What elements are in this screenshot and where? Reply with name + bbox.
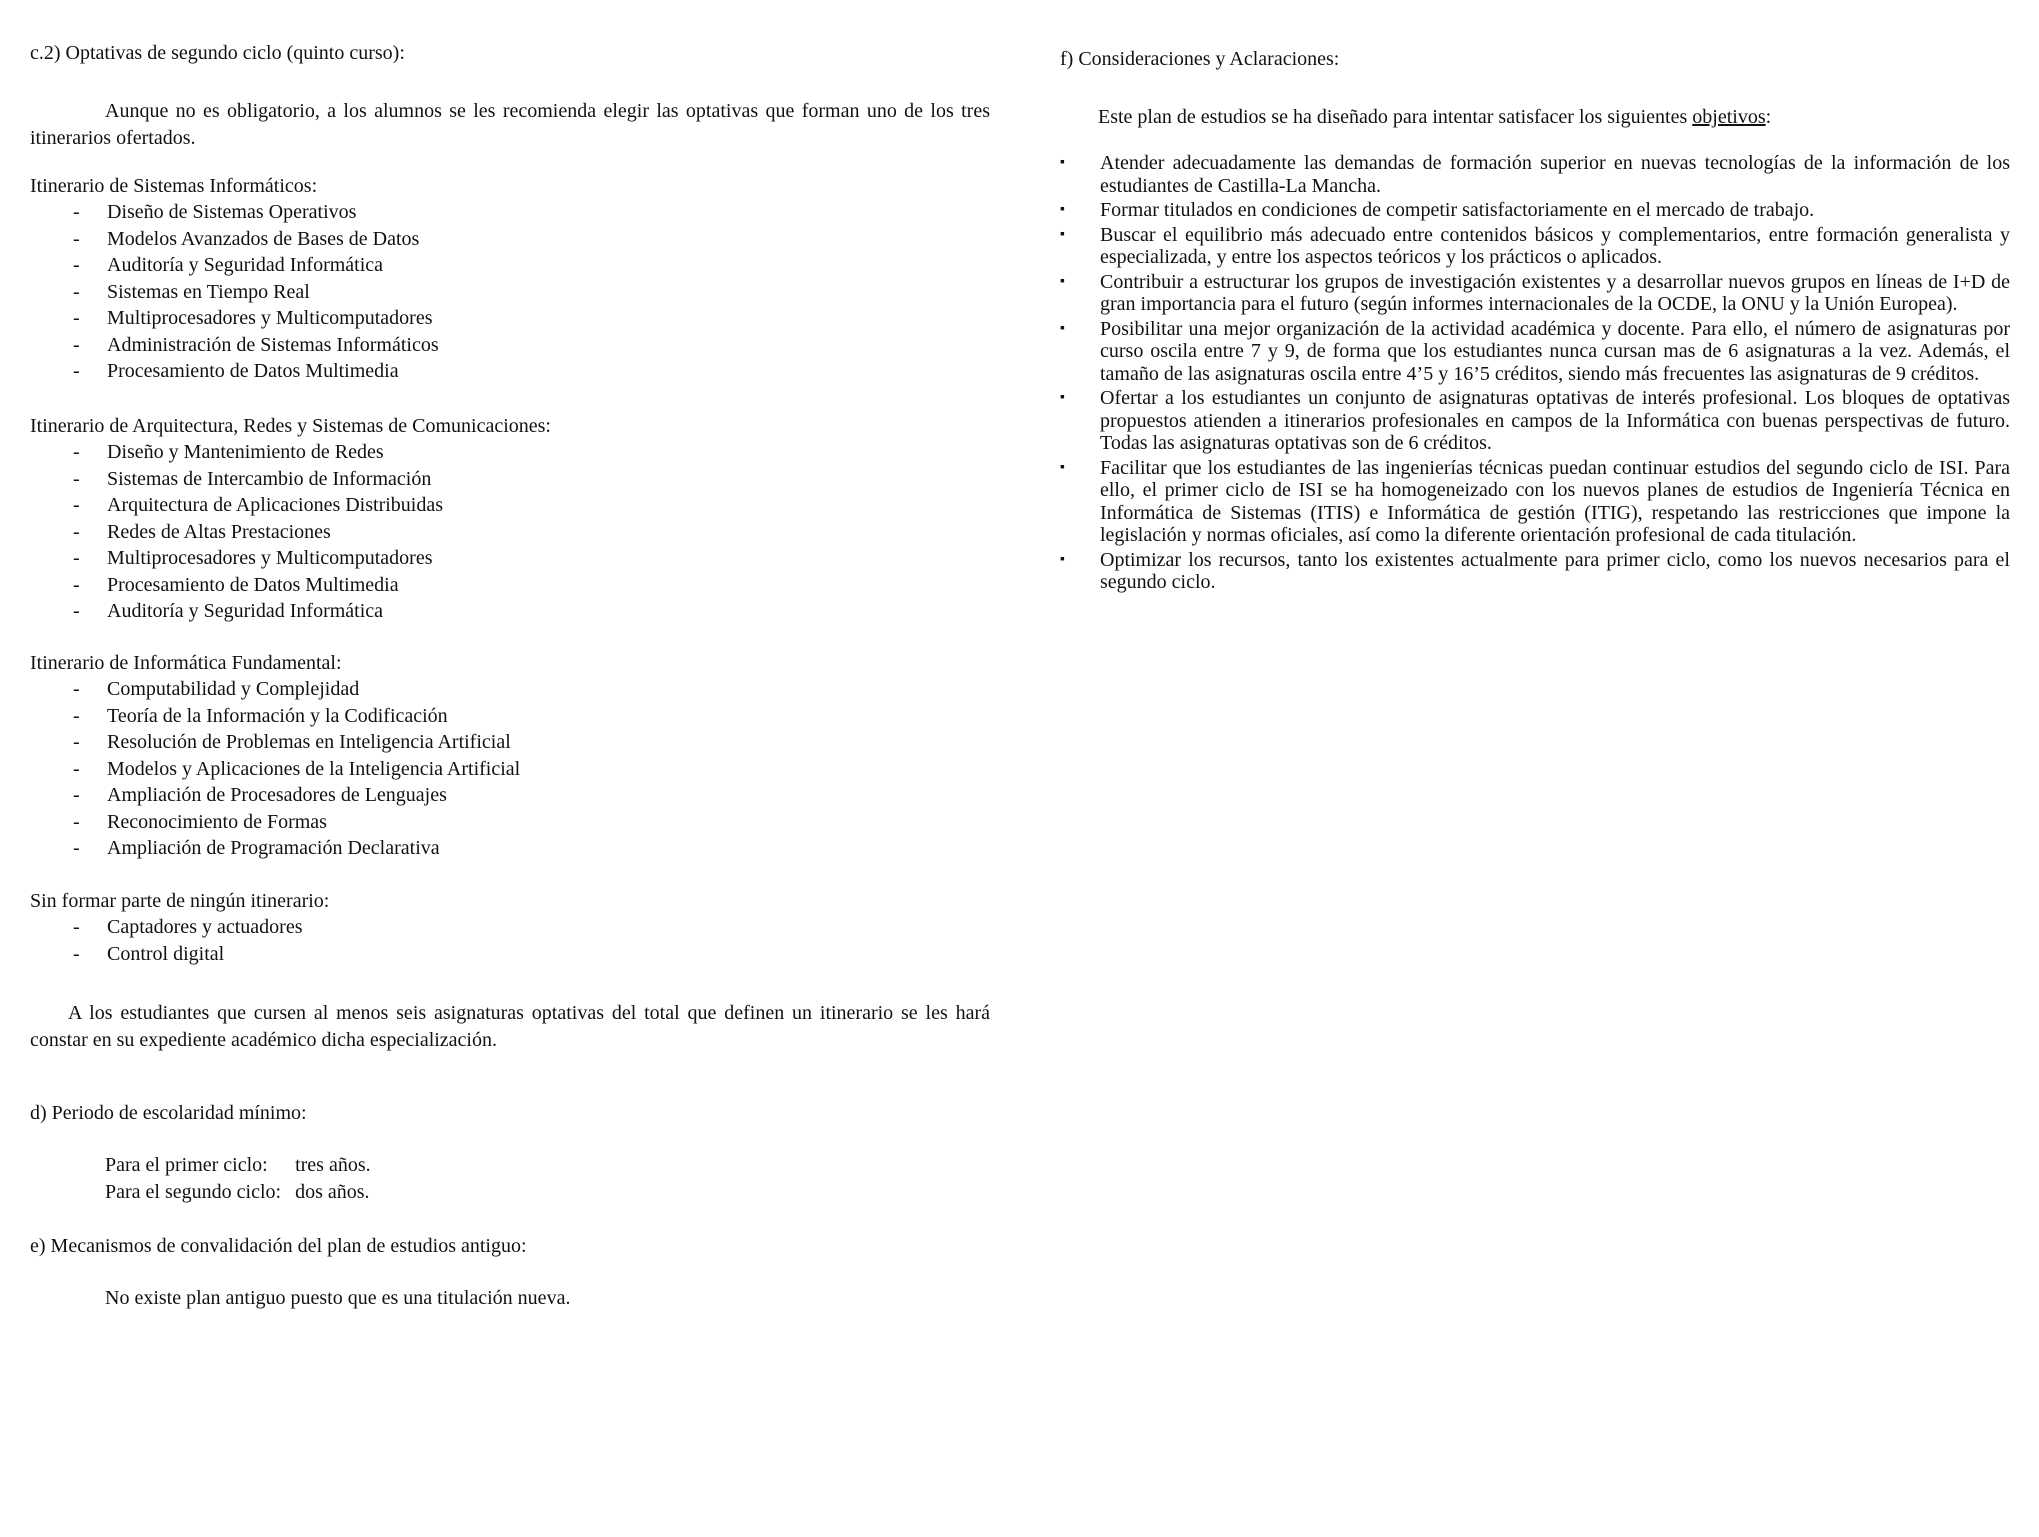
bullet-icon: ▪ xyxy=(1060,320,1065,336)
list-item: - Computabilidad y Complejidad xyxy=(73,678,360,700)
period-value: dos años. xyxy=(295,1180,370,1203)
period-label: Para el primer ciclo: xyxy=(105,1154,268,1176)
list-item: - Procesamiento de Datos Multimedia xyxy=(73,360,399,382)
list-item: - Arquitectura de Aplicaciones Distribuidas xyxy=(73,494,444,516)
bullet-icon: ▪ xyxy=(1060,551,1065,567)
objectives-intro: Este plan de estudios se ha diseñado para intentar satisfacer los siguientes objetivos: xyxy=(1098,106,1772,128)
list-item: - Administración de Sistemas Informáticos xyxy=(73,333,439,356)
itinerary-list xyxy=(30,676,520,862)
specialization-note: A los estudiantes que cursen al menos seis asignaturas optativas del total que definen un itinerario se les hará constar en su expediente académico dicha especialización. xyxy=(30,1002,990,1051)
bullet-icon: ▪ xyxy=(1060,390,1065,405)
list-item: - Control digital xyxy=(73,942,225,965)
list-item: ▪ Facilitar que los estudiantes de las ingenierías técnicas puedan continuar estudios del segundo ciclo de ISI. Para ello, el primer ciclo de ISI se ha homogeneizado con los nuevos planes de estudios de Ingeniería Técnica en Informática de Sistemas (ITIS) e Informática de gestión (ITIG), respetando las restricciones que impone la legislación y normas oficiales, así como la diferente orientación profesional de cada titulación. xyxy=(1060,456,2010,546)
itinerary-title: Itinerario de Sistemas Informáticos: xyxy=(30,175,318,197)
period-value: tres años. xyxy=(295,1154,371,1176)
list-item: - Ampliación de Programación Declarativa xyxy=(73,837,440,859)
list-item: - Sistemas en Tiempo Real xyxy=(73,280,310,303)
itinerary-list xyxy=(30,439,443,625)
list-item: - Multiprocesadores y Multicomputadores xyxy=(73,547,433,569)
list-item: - Auditoría y Seguridad Informática xyxy=(73,254,384,276)
list-item: ▪ Buscar el equilibrio más adecuado entre contenidos básicos y complementarios, entre formación generalista y especializada, y entre los aspectos teóricos y los prácticos o aplicados. xyxy=(1060,223,2010,268)
table-row xyxy=(105,1152,371,1179)
list-item: ▪ Atender adecuadamente las demandas de formación superior en nuevas tecnologías de la información de los estudiantes de Castilla-La Mancha. xyxy=(1060,152,2010,197)
list-item: - Resolución de Problemas en Inteligencia Artificial xyxy=(73,731,511,753)
section-f-heading: f) Consideraciones y Aclaraciones: xyxy=(1060,48,1340,70)
list-item: - Diseño y Mantenimiento de Redes xyxy=(73,441,384,463)
optativas-intro: Aunque no es obligatorio, a los alumnos se les recomienda elegir las optativas que forman uno de los tres itinerarios ofertados. xyxy=(30,100,990,149)
section-c2-heading: c.2) Optativas de segundo ciclo (quinto curso): xyxy=(30,42,405,64)
list-item: ▪ Posibilitar una mejor organización de la actividad académica y docente. Para ello, el número de asignaturas por curso oscila entre 7 y 9, de forma que los estudiantes nunca cursan mas de 6 asignaturas a la vez. Además, el tamaño de las asignaturas oscila entre 4’5 y 16’5 créditos, siendo más frecuentes las asignaturas de 9 créditos. xyxy=(1060,317,2010,385)
section-d-heading: d) Periodo de escolaridad mínimo: xyxy=(30,1102,307,1124)
objectives-list xyxy=(1060,152,2010,596)
objectives-keyword: objetivos xyxy=(1692,106,1766,128)
list-item: - Procesamiento de Datos Multimedia xyxy=(73,573,399,596)
list-item: - Ampliación de Procesadores de Lenguajes xyxy=(73,784,447,806)
list-item: ▪ Formar titulados en condiciones de competir satisfactoriamente en el mercado de trabajo. xyxy=(1060,199,1815,221)
itinerary-list xyxy=(30,199,439,385)
bullet-icon: ▪ xyxy=(1060,202,1065,217)
list-item: - Modelos y Aplicaciones de la Inteligencia Artificial xyxy=(73,757,521,780)
section-e-heading: e) Mecanismos de convalidación del plan de estudios antiguo: xyxy=(30,1235,527,1257)
escolaridad-table xyxy=(105,1152,371,1205)
section-e-text: No existe plan antiguo puesto que es una titulación nueva. xyxy=(105,1287,571,1309)
list-item: - Teoría de la Información y la Codificación xyxy=(73,704,448,727)
bullet-icon: ▪ xyxy=(1060,155,1065,170)
list-item: - Sistemas de Intercambio de Información xyxy=(73,467,432,490)
itinerary-list xyxy=(30,914,302,967)
itinerary-title: Itinerario de Informática Fundamental: xyxy=(30,652,342,674)
list-item: - Multiprocesadores y Multicomputadores xyxy=(73,307,433,329)
list-item: - Modelos Avanzados de Bases de Datos xyxy=(73,227,420,250)
list-item: ▪ Ofertar a los estudiantes un conjunto de asignaturas optativas de interés profesional. Los bloques de optativas propuestos atienden a itinerarios profesionales en campos de la Informática con buenas perspectivas de futuro. Todas las asignaturas optativas son de 6 créditos. xyxy=(1060,387,2010,454)
list-item: - Captadores y actuadores xyxy=(73,916,303,938)
bullet-icon: ▪ xyxy=(1060,226,1065,242)
itinerary-title: Itinerario de Arquitectura, Redes y Sistemas de Comunicaciones: xyxy=(30,415,551,437)
table-row xyxy=(105,1179,371,1206)
bullet-icon: ▪ xyxy=(1060,459,1065,475)
list-item: - Diseño de Sistemas Operativos xyxy=(73,201,357,223)
list-item: - Auditoría y Seguridad Informática xyxy=(73,600,384,622)
list-item: ▪ Optimizar los recursos, tanto los existentes actualmente para primer ciclo, como los nuevos necesarios para el segundo ciclo. xyxy=(1060,548,2010,593)
list-item: - Redes de Altas Prestaciones xyxy=(73,520,331,543)
bullet-icon: ▪ xyxy=(1060,273,1065,289)
itinerary-title: Sin formar parte de ningún itinerario: xyxy=(30,890,330,912)
list-item: ▪ Contribuir a estructurar los grupos de investigación existentes y a desarrollar nuevos grupos en líneas de I+D de gran importancia para el futuro (según informes internacionales de la OCDE, la ONU y la Unión Europea). xyxy=(1060,270,2010,315)
list-item: - Reconocimiento de Formas xyxy=(73,810,327,833)
period-label: Para el segundo ciclo: xyxy=(105,1180,282,1203)
